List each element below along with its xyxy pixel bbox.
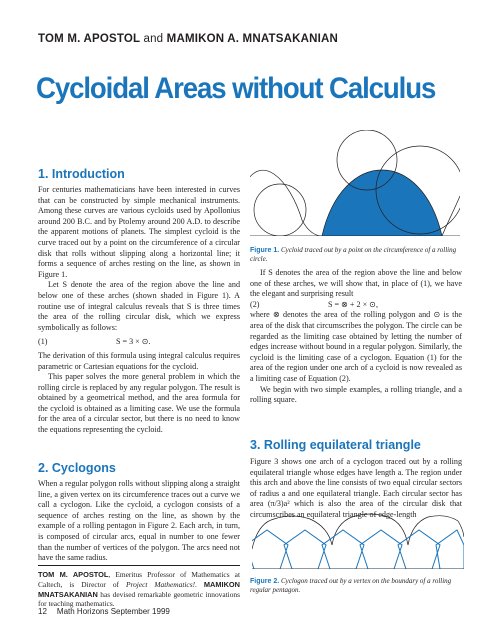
- author-conjunction: and: [143, 33, 164, 45]
- cycloid-arch-shaded: [322, 170, 442, 236]
- caption-text: Cyclogon traced out by a vertex on the boundary of a rolling regular pentagon.: [250, 577, 452, 594]
- figure-2-caption: [250, 577, 462, 595]
- bio-divider: [38, 565, 240, 566]
- paragraph: Let S denote the area of the region above the line and below one of these arches (shown shaded in Figure 1). A routine use of integral calculus reveals that S is three times the area of the rolling circular disk, which we express symbolically as follows:: [38, 280, 240, 332]
- bio-name-2: MAMIKON MNATSAKANIAN: [38, 579, 240, 599]
- pentagon: [252, 530, 288, 569]
- paragraph: For centuries mathematicians have been interested in curves that can be constructed by simple mechanical instruments. Among these curves are various cycloids used by Apollonius around 200 B.C. and by Ptolemy around 200 A.D. to describe the apparent motions of planets. The simplest cycloid is the curve traced out by a point on the circumference of a circular disk that rolls without slipping along a horizontal line; it forms a sequence of arches resting on the line, as shown in Figure 1.: [38, 185, 240, 279]
- author-2: MAMIKON A. MNATSAKANIAN: [166, 33, 339, 45]
- section-3-heading: 3. Rolling equilateral triangle: [250, 438, 421, 452]
- figure-1-caption: [250, 246, 462, 264]
- pentagon: [436, 530, 464, 569]
- equation-1: [38, 337, 240, 348]
- pentagon: [284, 530, 326, 569]
- paragraph: The derivation of this formula using integral calculus requires parametric or Cartesian equations for the cycloid.: [38, 350, 240, 371]
- paragraph: We begin with two simple examples, a rolling triangle, and a rolling square.: [250, 384, 462, 405]
- bio-text: , Emeritus Professor of Mathematics at Caltech, is Director of: [38, 570, 240, 589]
- figure-2-cyclogon: [252, 505, 464, 569]
- pentagon: [360, 530, 402, 569]
- cyclogon-arches: [252, 514, 464, 549]
- equation-2: [250, 300, 462, 311]
- page-number: 12: [38, 607, 47, 616]
- equation-text: S = 3 × ⊙.: [116, 337, 151, 347]
- figure-label: Figure 1.: [250, 247, 280, 254]
- section-1-body: [38, 185, 240, 436]
- paragraph: Figure 3 shows one arch of a cyclogon traced out by a rolling equilateral triangle whose edges have length a. The region under this arch and above the line consists of two equal circular sectors of radius a and one equilateral triangle. Each circular sector has area (π/3)a² which is also the area of the circular disk that circumscribes an equilateral triangle of edge-length: [250, 457, 462, 519]
- page-footer: [38, 607, 180, 616]
- bio-text: has devised remarkable geometric innovations for teaching mathematics.: [38, 589, 240, 609]
- figure-1-cycloid: [250, 130, 460, 236]
- equation-text: S = ⊗ + 2 × ⊙,: [328, 299, 378, 309]
- author-1: TOM M. APOSTOL: [38, 33, 141, 45]
- journal-name: Math Horizons September 1999: [56, 607, 170, 616]
- rolling-circle-left: [254, 184, 306, 236]
- figure-label: Figure 2.: [250, 578, 280, 585]
- section-2-body: [38, 479, 240, 564]
- article-title: Cycloidal Areas without Calculus: [36, 72, 436, 105]
- pentagon: [398, 530, 440, 569]
- equation-number: (1): [38, 337, 48, 347]
- paragraph: where ⊗ denotes the area of the rolling polygon and ⊙ is the area of the disk that circumscribes the polygon. The circle can be regarded as the limiting case obtained by letting the number of edges increase without bound in a regular polygon. Similarly, the cycloid is the limiting case of a cyclogon. Equation (1) for the area of the region under one arch of a cycloid is now revealed as a limiting case of Equation (2).: [250, 310, 462, 383]
- section-2-heading: 2. Cyclogons: [38, 461, 116, 475]
- paragraph: When a regular polygon rolls without slipping along a straight line, a given vertex on its circumference traces out a curve we call a cyclogon. Like the cycloid, a cyclogon consists of a sequence of arches resting on the line, as shown by the example of a rolling pentagon in Figure 2. Each arch, in turn, is composed of circular arcs, equal in number to one fewer than the number of vertices of the polygon. The arcs need not have the same radius.: [38, 479, 240, 563]
- pentagon: [322, 530, 364, 569]
- bio-project: Project Mathematics!: [125, 579, 196, 589]
- authors: [38, 33, 338, 45]
- bio-text: .: [195, 579, 204, 589]
- right-column-body: [250, 268, 462, 406]
- bio-name-1: TOM M. APOSTOL: [38, 570, 109, 579]
- caption-text: Cycloid traced out by a point on the circumference of a rolling circle.: [250, 246, 457, 263]
- paragraph: If S denotes the area of the region above the line and below one of these arches, we will show that, in place of (1), we have the elegant and surprising result: [250, 268, 462, 299]
- author-bio: [38, 570, 240, 609]
- section-1-heading: 1. Introduction: [38, 167, 125, 181]
- equation-number: (2): [250, 299, 260, 309]
- paragraph: This paper solves the more general problem in which the rolling circle is replaced by any regular polygon. The result is obtained by a geometrical method, and the area formula for the cycloid is obtained as a limiting case. We use the formula for the area of a circular sector, but there is no need to know the equations representing the cycloid.: [38, 372, 240, 435]
